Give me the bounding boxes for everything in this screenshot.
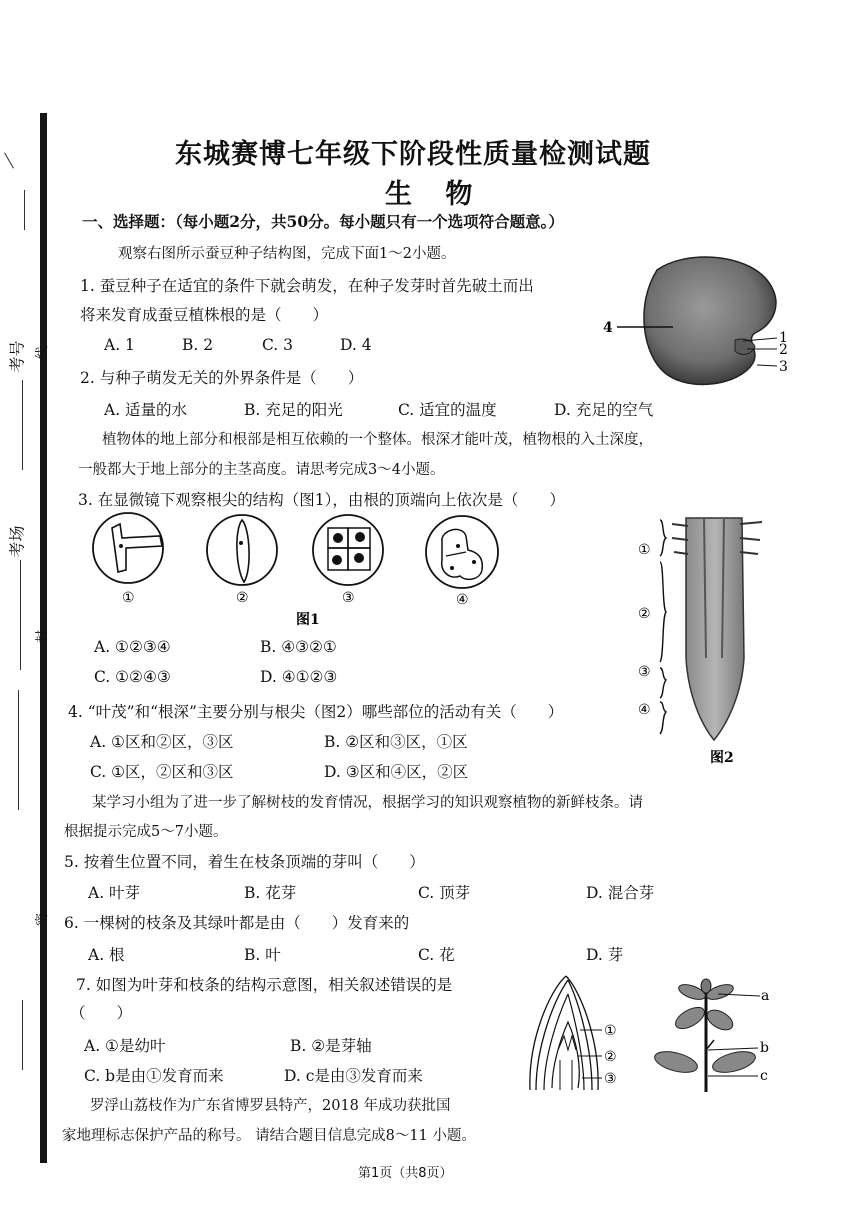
- fig1-label-1: ①: [122, 590, 135, 606]
- seal-label: 封: [35, 629, 51, 644]
- branch-label-a: a: [761, 988, 770, 1004]
- fig2-label-1: ①: [638, 542, 651, 558]
- q2-stem: 2. 与种子萌发无关的外界条件是（ ）: [80, 369, 364, 387]
- leaf-bud-diagram: [510, 970, 630, 1100]
- q7-option-c[interactable]: C. b是由①发育而来: [84, 1067, 224, 1085]
- passage2-line1: 植物体的地上部分和根部是相互依赖的一个整体。根深才能叶茂，植物根的入土深度，: [102, 432, 653, 448]
- fig2-label-2: ②: [638, 606, 651, 622]
- q7-option-b[interactable]: B. ②是芽轴: [290, 1037, 372, 1055]
- bean-label-3: 3: [779, 359, 788, 375]
- q1-option-d[interactable]: D. 4: [340, 336, 372, 354]
- q3-option-d[interactable]: D. ④①②③: [260, 668, 338, 686]
- branch-diagram: [648, 980, 778, 1095]
- margin-slant: [4, 152, 14, 168]
- fig2-label-3: ③: [638, 664, 651, 680]
- q1-stem-line2: 将来发育成蚕豆植株根的是（ ）: [80, 306, 329, 324]
- page-title: 东城赛博七年级下阶段性质量检测试题: [175, 139, 651, 170]
- q4-option-a[interactable]: A. ①区和②区，③区: [90, 733, 234, 751]
- bean-label-2: 2: [779, 342, 788, 358]
- q4-option-b[interactable]: B. ②区和③区，①区: [324, 733, 468, 751]
- margin-line-3: [20, 560, 21, 670]
- margin-line-1: [24, 190, 25, 230]
- root-body: [686, 518, 744, 740]
- q5-stem: 5. 按着生位置不同，着生在枝条顶端的芽叫（ ）: [64, 853, 425, 871]
- line-label: 线: [35, 345, 51, 360]
- q3-option-b[interactable]: B. ④③②①: [260, 638, 337, 656]
- q5-option-a[interactable]: A. 叶芽: [88, 884, 141, 902]
- q6-option-b[interactable]: B. 叶: [244, 946, 281, 964]
- margin-line-4: [18, 690, 19, 810]
- q1-stem-line1: 1. 蚕豆种子在适宜的条件下就会萌发，在种子发芽时首先破土而出: [80, 277, 534, 295]
- q7-stem: 7. 如图为叶芽和枝条的结构示意图，相关叙述错误的是: [76, 976, 453, 994]
- passage4-line2: 家地理标志保护产品的称号。 请结合题目信息完成8～11 小题。: [62, 1128, 476, 1144]
- passage4-line1: 罗浮山荔枝作为广东省博罗县特产，2018 年成功获批国: [90, 1098, 451, 1114]
- fig1-label-2: ②: [236, 590, 249, 606]
- passage3-line2: 根据提示完成5～7小题。: [64, 824, 228, 840]
- bean-seed-diagram: [595, 245, 805, 395]
- q2-option-c[interactable]: C. 适宜的温度: [398, 401, 497, 419]
- q2-option-a[interactable]: A. 适量的水: [104, 401, 188, 419]
- margin-line-5: [22, 1000, 23, 1070]
- bean-label-4: 4: [603, 320, 613, 336]
- q5-option-c[interactable]: C. 顶芽: [418, 884, 471, 902]
- q4-option-c[interactable]: C. ①区，②区和③区: [90, 763, 234, 781]
- bean-label-1: 1: [779, 330, 788, 346]
- bud-label-2: ②: [604, 1049, 617, 1065]
- branch-label-b: b: [760, 1040, 769, 1056]
- fig1-label-4: ④: [456, 592, 469, 608]
- q6-option-a[interactable]: A. 根: [88, 946, 125, 964]
- fig2-caption: 图2: [710, 750, 734, 766]
- bud-label-1: ①: [604, 1023, 617, 1039]
- passage3-line1: 某学习小组为了进一步了解树枝的发育情况，根据学习的知识观察植物的新鲜枝条。请: [92, 795, 643, 811]
- fig1-label-3: ③: [342, 590, 355, 606]
- exam-no-label: 考号: [7, 340, 27, 373]
- page-footer: 第1页（共8页）: [358, 1166, 453, 1181]
- fig2-root-tip: [632, 508, 772, 768]
- q1-option-c[interactable]: C. 3: [262, 336, 294, 354]
- q5-option-d[interactable]: D. 混合芽: [586, 884, 655, 902]
- q6-option-d[interactable]: D. 芽: [586, 946, 624, 964]
- q4-stem: 4. “叶茂”和“根深”主要分别与根尖（图2）哪些部位的活动有关（ ）: [68, 703, 564, 721]
- q1-option-b[interactable]: B. 2: [182, 336, 214, 354]
- q4-option-d[interactable]: D. ③区和④区，②区: [324, 763, 469, 781]
- q7-option-d[interactable]: D. c是由③发育而来: [284, 1067, 423, 1085]
- passage2-line2: 一般都大于地上部分的主茎高度。请思考完成3～4小题。: [78, 462, 445, 478]
- bean-seed-shape: [644, 257, 776, 384]
- pointer-3: [757, 365, 777, 366]
- q3-option-a[interactable]: A. ①②③④: [94, 638, 171, 656]
- branch-label-c: c: [760, 1068, 768, 1084]
- q2-option-d[interactable]: D. 充足的空气: [554, 401, 654, 419]
- section-header: 一、选择题：（每小题2分，共50分。每小题只有一个选项符合题意。）: [82, 212, 564, 231]
- q2-option-b[interactable]: B. 充足的阳光: [244, 401, 343, 419]
- fig1-cells: [90, 510, 510, 630]
- q1-option-a[interactable]: A. 1: [104, 336, 135, 354]
- room-label: 考场: [7, 525, 27, 558]
- q6-stem: 6. 一棵树的枝条及其绿叶都是由（ ）发育来的: [64, 914, 410, 932]
- secret-label: 密: [35, 912, 51, 927]
- section-intro: 观察右图所示蚕豆种子结构图，完成下面1～2小题。: [118, 246, 456, 262]
- q6-option-c[interactable]: C. 花: [418, 946, 455, 964]
- q3-option-c[interactable]: C. ①②④③: [94, 668, 171, 686]
- fig1-caption: 图1: [296, 612, 320, 628]
- fig2-label-4: ④: [638, 702, 651, 718]
- q7-option-a[interactable]: A. ①是幼叶: [84, 1037, 166, 1055]
- bud-label-3: ③: [604, 1071, 617, 1087]
- subject-title: 生 物: [385, 179, 485, 210]
- margin-line-2: [22, 380, 23, 470]
- q7-stem-paren: （ ）: [70, 1004, 133, 1022]
- q5-option-b[interactable]: B. 花芽: [244, 884, 297, 902]
- q3-stem: 3. 在显微镜下观察根尖的结构（图1），由根的顶端向上依次是（ ）: [78, 491, 565, 509]
